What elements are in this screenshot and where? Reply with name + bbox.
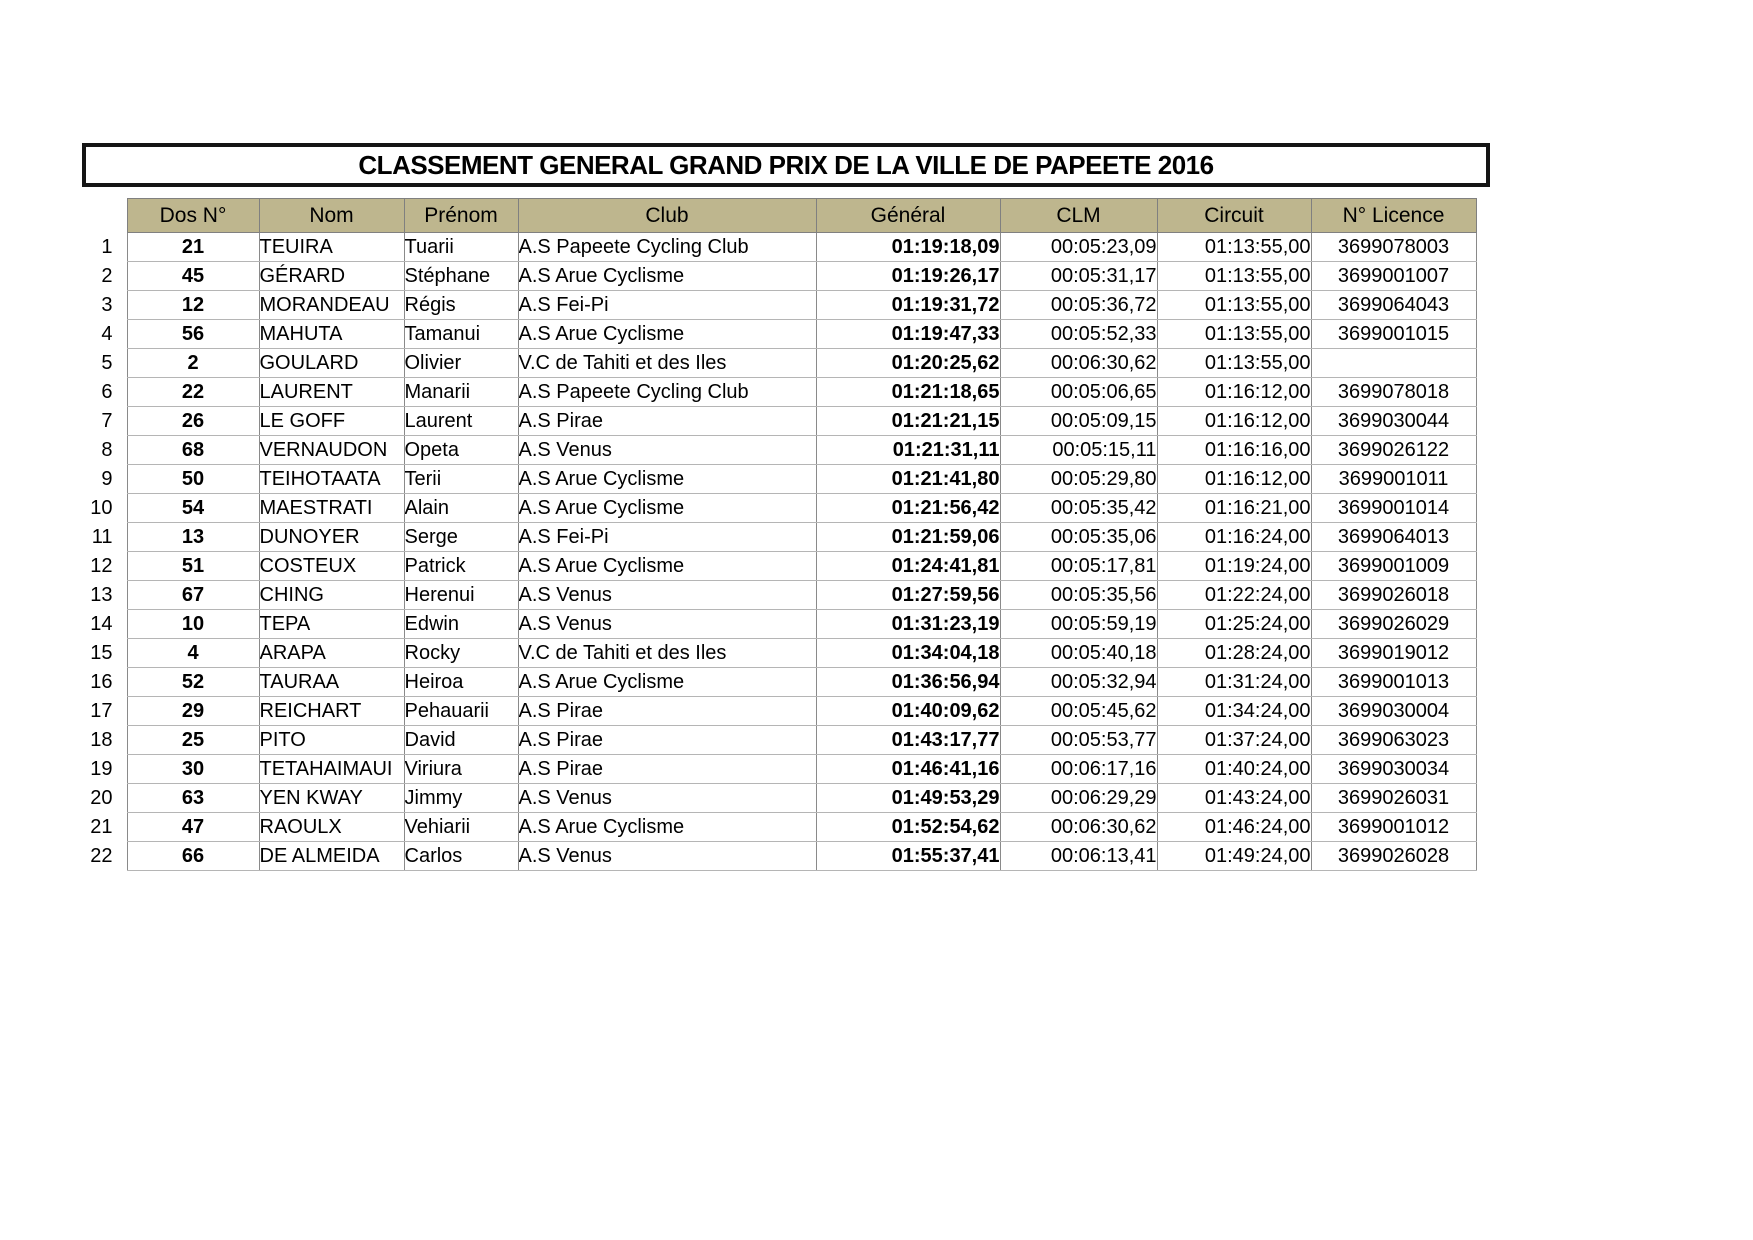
cell-nom: MORANDEAU: [259, 291, 404, 320]
cell-club: A.S Arue Cyclisme: [518, 813, 816, 842]
cell-prenom: Herenui: [404, 581, 518, 610]
cell-prenom: Régis: [404, 291, 518, 320]
cell-licence: 3699026028: [1311, 842, 1476, 871]
row-rank: 10: [90, 496, 113, 519]
cell-clm: 00:05:15,11: [1000, 436, 1157, 465]
cell-clm: 00:05:35,56: [1000, 581, 1157, 610]
cell-prenom: Vehiarii: [404, 813, 518, 842]
table-row: [82, 552, 1476, 581]
cell-club: A.S Pirae: [518, 726, 816, 755]
cell-clm: 00:05:52,33: [1000, 320, 1157, 349]
cell-dos: 12: [127, 291, 259, 320]
cell-nom: TEUIRA: [259, 233, 404, 262]
table-row: [82, 668, 1476, 697]
cell-general: 01:49:53,29: [816, 784, 1000, 813]
cell-circuit: 01:16:21,00: [1157, 494, 1311, 523]
cell-dos: 68: [127, 436, 259, 465]
cell-club: A.S Pirae: [518, 755, 816, 784]
cell-prenom: Pehauarii: [404, 697, 518, 726]
row-rank: 20: [90, 786, 113, 809]
cell-circuit: 01:16:12,00: [1157, 378, 1311, 407]
row-rank: 14: [90, 612, 113, 635]
cell-clm: 00:06:13,41: [1000, 842, 1157, 871]
cell-clm: 00:05:59,19: [1000, 610, 1157, 639]
cell-nom: LAURENT: [259, 378, 404, 407]
cell-prenom: David: [404, 726, 518, 755]
cell-general: 01:31:23,19: [816, 610, 1000, 639]
row-rank: 8: [101, 438, 113, 461]
header-row: [82, 199, 1476, 233]
cell-dos: 13: [127, 523, 259, 552]
cell-general: 01:21:41,80: [816, 465, 1000, 494]
cell-circuit: 01:22:24,00: [1157, 581, 1311, 610]
table-row: [82, 610, 1476, 639]
row-rank: 6: [101, 380, 113, 403]
table-row: [82, 697, 1476, 726]
cell-dos: 67: [127, 581, 259, 610]
cell-dos: 50: [127, 465, 259, 494]
cell-prenom: Manarii: [404, 378, 518, 407]
cell-licence: 3699026031: [1311, 784, 1476, 813]
cell-general: 01:21:31,11: [816, 436, 1000, 465]
cell-prenom: Tamanui: [404, 320, 518, 349]
cell-club: A.S Pirae: [518, 697, 816, 726]
cell-general: 01:21:56,42: [816, 494, 1000, 523]
row-rank: 11: [91, 525, 113, 548]
cell-nom: PITO: [259, 726, 404, 755]
cell-nom: LE GOFF: [259, 407, 404, 436]
cell-licence: 3699030034: [1311, 755, 1476, 784]
cell-prenom: Patrick: [404, 552, 518, 581]
cell-nom: MAESTRATI: [259, 494, 404, 523]
table-row: [82, 523, 1476, 552]
column-header-clm: CLM: [1000, 199, 1157, 233]
cell-circuit: 01:37:24,00: [1157, 726, 1311, 755]
row-rank: 1: [101, 235, 113, 258]
cell-circuit: 01:25:24,00: [1157, 610, 1311, 639]
cell-circuit: 01:40:24,00: [1157, 755, 1311, 784]
cell-circuit: 01:16:12,00: [1157, 407, 1311, 436]
cell-club: V.C de Tahiti et des Iles: [518, 349, 816, 378]
results-table: [82, 198, 1477, 871]
cell-club: A.S Fei-Pi: [518, 291, 816, 320]
cell-licence: 3699001011: [1311, 465, 1476, 494]
cell-club: A.S Venus: [518, 784, 816, 813]
cell-general: 01:43:17,77: [816, 726, 1000, 755]
cell-clm: 00:05:35,42: [1000, 494, 1157, 523]
cell-prenom: Edwin: [404, 610, 518, 639]
cell-general: 01:46:41,16: [816, 755, 1000, 784]
cell-dos: 4: [127, 639, 259, 668]
cell-club: A.S Venus: [518, 581, 816, 610]
cell-licence: 3699026122: [1311, 436, 1476, 465]
row-rank: 22: [90, 844, 113, 867]
cell-licence: 3699064013: [1311, 523, 1476, 552]
row-rank: 13: [90, 583, 113, 606]
cell-prenom: Alain: [404, 494, 518, 523]
table-row: [82, 378, 1476, 407]
cell-licence: 3699064043: [1311, 291, 1476, 320]
row-rank: 3: [101, 293, 113, 316]
cell-circuit: 01:13:55,00: [1157, 320, 1311, 349]
cell-clm: 00:06:29,29: [1000, 784, 1157, 813]
cell-nom: VERNAUDON: [259, 436, 404, 465]
cell-dos: 51: [127, 552, 259, 581]
cell-circuit: 01:13:55,00: [1157, 233, 1311, 262]
cell-club: A.S Arue Cyclisme: [518, 262, 816, 291]
cell-prenom: Viriura: [404, 755, 518, 784]
cell-club: A.S Arue Cyclisme: [518, 494, 816, 523]
table-row: [82, 320, 1476, 349]
table-row: [82, 581, 1476, 610]
cell-general: 01:21:18,65: [816, 378, 1000, 407]
row-rank: 19: [90, 757, 113, 780]
cell-nom: TAURAA: [259, 668, 404, 697]
results-table-container: [82, 198, 1477, 871]
cell-clm: 00:05:45,62: [1000, 697, 1157, 726]
cell-clm: 00:06:30,62: [1000, 349, 1157, 378]
cell-licence: 3699063023: [1311, 726, 1476, 755]
cell-nom: GOULARD: [259, 349, 404, 378]
cell-nom: TETAHAIMAUI: [259, 755, 404, 784]
cell-dos: 30: [127, 755, 259, 784]
cell-general: 01:19:47,33: [816, 320, 1000, 349]
cell-prenom: Olivier: [404, 349, 518, 378]
table-row: [82, 407, 1476, 436]
cell-general: 01:21:21,15: [816, 407, 1000, 436]
cell-licence: 3699001007: [1311, 262, 1476, 291]
table-row: [82, 262, 1476, 291]
header-gutter: [82, 199, 127, 233]
cell-circuit: 01:49:24,00: [1157, 842, 1311, 871]
cell-general: 01:19:31,72: [816, 291, 1000, 320]
table-row: [82, 784, 1476, 813]
cell-dos: 21: [127, 233, 259, 262]
cell-nom: RAOULX: [259, 813, 404, 842]
cell-nom: CHING: [259, 581, 404, 610]
row-rank: 16: [90, 670, 113, 693]
cell-general: 01:34:04,18: [816, 639, 1000, 668]
cell-prenom: Carlos: [404, 842, 518, 871]
cell-licence: 3699026018: [1311, 581, 1476, 610]
column-header-club: Club: [518, 199, 816, 233]
cell-general: 01:19:26,17: [816, 262, 1000, 291]
cell-prenom: Laurent: [404, 407, 518, 436]
cell-licence: 3699001014: [1311, 494, 1476, 523]
cell-dos: 45: [127, 262, 259, 291]
cell-prenom: Heiroa: [404, 668, 518, 697]
table-row: [82, 494, 1476, 523]
cell-dos: 47: [127, 813, 259, 842]
cell-prenom: Opeta: [404, 436, 518, 465]
cell-club: V.C de Tahiti et des Iles: [518, 639, 816, 668]
row-rank: 17: [90, 699, 113, 722]
cell-licence: 3699078018: [1311, 378, 1476, 407]
cell-nom: TEPA: [259, 610, 404, 639]
cell-general: 01:55:37,41: [816, 842, 1000, 871]
cell-club: A.S Venus: [518, 842, 816, 871]
row-rank: 21: [90, 815, 113, 838]
row-rank: 2: [101, 264, 113, 287]
cell-licence: [1311, 349, 1476, 378]
column-header-general: Général: [816, 199, 1000, 233]
column-header-licence: N° Licence: [1311, 199, 1476, 233]
cell-club: A.S Arue Cyclisme: [518, 320, 816, 349]
cell-clm: 00:05:31,17: [1000, 262, 1157, 291]
cell-general: 01:21:59,06: [816, 523, 1000, 552]
row-rank: 7: [101, 409, 113, 432]
cell-circuit: 01:46:24,00: [1157, 813, 1311, 842]
cell-general: 01:20:25,62: [816, 349, 1000, 378]
cell-dos: 63: [127, 784, 259, 813]
cell-prenom: Terii: [404, 465, 518, 494]
cell-general: 01:24:41,81: [816, 552, 1000, 581]
cell-licence: 3699001009: [1311, 552, 1476, 581]
cell-club: A.S Venus: [518, 436, 816, 465]
cell-circuit: 01:13:55,00: [1157, 291, 1311, 320]
cell-nom: DE ALMEIDA: [259, 842, 404, 871]
cell-dos: 29: [127, 697, 259, 726]
cell-general: 01:40:09,62: [816, 697, 1000, 726]
cell-circuit: 01:19:24,00: [1157, 552, 1311, 581]
cell-licence: 3699001012: [1311, 813, 1476, 842]
cell-licence: 3699030044: [1311, 407, 1476, 436]
cell-club: A.S Fei-Pi: [518, 523, 816, 552]
page-title: CLASSEMENT GENERAL GRAND PRIX DE LA VILLE DE PAPEETE 2016: [358, 149, 1214, 180]
table-row: [82, 465, 1476, 494]
cell-circuit: 01:13:55,00: [1157, 349, 1311, 378]
cell-dos: 25: [127, 726, 259, 755]
cell-circuit: 01:13:55,00: [1157, 262, 1311, 291]
cell-clm: 00:05:23,09: [1000, 233, 1157, 262]
table-row: [82, 755, 1476, 784]
cell-dos: 10: [127, 610, 259, 639]
cell-general: 01:52:54,62: [816, 813, 1000, 842]
cell-circuit: 01:28:24,00: [1157, 639, 1311, 668]
cell-licence: 3699001015: [1311, 320, 1476, 349]
table-row: [82, 291, 1476, 320]
cell-clm: 00:05:17,81: [1000, 552, 1157, 581]
cell-clm: 00:05:36,72: [1000, 291, 1157, 320]
cell-nom: GÉRARD: [259, 262, 404, 291]
cell-club: A.S Arue Cyclisme: [518, 668, 816, 697]
cell-club: A.S Venus: [518, 610, 816, 639]
table-row: [82, 639, 1476, 668]
cell-nom: ARAPA: [259, 639, 404, 668]
cell-dos: 54: [127, 494, 259, 523]
cell-licence: 3699026029: [1311, 610, 1476, 639]
row-rank: 18: [90, 728, 113, 751]
table-row: [82, 726, 1476, 755]
row-rank: 12: [90, 554, 113, 577]
row-rank: 4: [101, 322, 113, 345]
table-row: [82, 813, 1476, 842]
cell-nom: COSTEUX: [259, 552, 404, 581]
cell-circuit: 01:16:12,00: [1157, 465, 1311, 494]
cell-prenom: Stéphane: [404, 262, 518, 291]
cell-licence: 3699078003: [1311, 233, 1476, 262]
title-box: [82, 143, 1490, 187]
cell-dos: 52: [127, 668, 259, 697]
table-row: [82, 842, 1476, 871]
cell-clm: 00:05:32,94: [1000, 668, 1157, 697]
column-header-prenom: Prénom: [404, 199, 518, 233]
cell-general: 01:36:56,94: [816, 668, 1000, 697]
cell-prenom: Serge: [404, 523, 518, 552]
cell-clm: 00:05:35,06: [1000, 523, 1157, 552]
cell-nom: YEN KWAY: [259, 784, 404, 813]
column-header-dos: Dos N°: [127, 199, 259, 233]
cell-prenom: Jimmy: [404, 784, 518, 813]
cell-circuit: 01:16:24,00: [1157, 523, 1311, 552]
cell-dos: 26: [127, 407, 259, 436]
cell-circuit: 01:31:24,00: [1157, 668, 1311, 697]
cell-club: A.S Papeete Cycling Club: [518, 378, 816, 407]
row-rank: 5: [101, 351, 113, 374]
cell-club: A.S Papeete Cycling Club: [518, 233, 816, 262]
table-row: [82, 436, 1476, 465]
cell-clm: 00:05:29,80: [1000, 465, 1157, 494]
cell-dos: 22: [127, 378, 259, 407]
cell-prenom: Rocky: [404, 639, 518, 668]
cell-general: 01:19:18,09: [816, 233, 1000, 262]
cell-prenom: Tuarii: [404, 233, 518, 262]
cell-clm: 00:06:30,62: [1000, 813, 1157, 842]
results-body: [82, 233, 1476, 871]
table-row: [82, 349, 1476, 378]
cell-licence: 3699001013: [1311, 668, 1476, 697]
cell-clm: 00:06:17,16: [1000, 755, 1157, 784]
cell-dos: 56: [127, 320, 259, 349]
cell-club: A.S Arue Cyclisme: [518, 552, 816, 581]
cell-circuit: 01:16:16,00: [1157, 436, 1311, 465]
row-rank: 9: [101, 467, 113, 490]
cell-clm: 00:05:53,77: [1000, 726, 1157, 755]
table-row: [82, 233, 1476, 262]
cell-clm: 00:05:09,15: [1000, 407, 1157, 436]
cell-club: A.S Arue Cyclisme: [518, 465, 816, 494]
cell-circuit: 01:43:24,00: [1157, 784, 1311, 813]
column-header-nom: Nom: [259, 199, 404, 233]
cell-licence: 3699030004: [1311, 697, 1476, 726]
cell-dos: 2: [127, 349, 259, 378]
cell-licence: 3699019012: [1311, 639, 1476, 668]
cell-nom: MAHUTA: [259, 320, 404, 349]
cell-dos: 66: [127, 842, 259, 871]
cell-clm: 00:05:40,18: [1000, 639, 1157, 668]
column-header-circuit: Circuit: [1157, 199, 1311, 233]
cell-nom: DUNOYER: [259, 523, 404, 552]
cell-club: A.S Pirae: [518, 407, 816, 436]
cell-clm: 00:05:06,65: [1000, 378, 1157, 407]
cell-circuit: 01:34:24,00: [1157, 697, 1311, 726]
cell-nom: TEIHOTAATA: [259, 465, 404, 494]
row-rank: 15: [90, 641, 113, 664]
cell-nom: REICHART: [259, 697, 404, 726]
cell-general: 01:27:59,56: [816, 581, 1000, 610]
